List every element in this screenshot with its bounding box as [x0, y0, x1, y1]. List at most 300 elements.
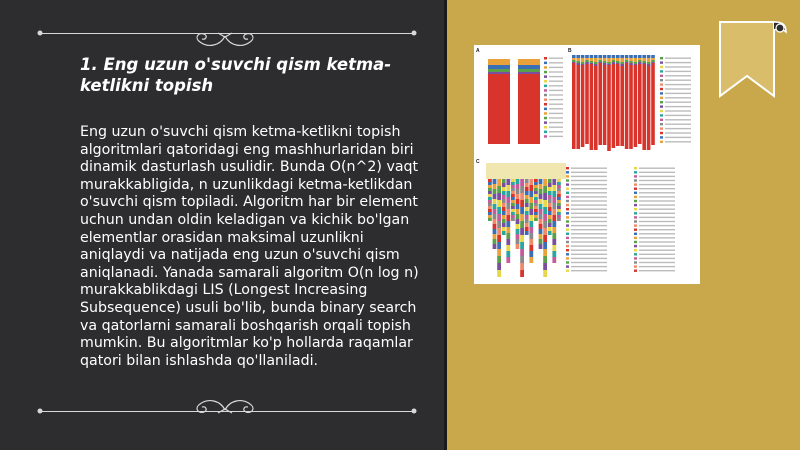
panel-c-legend-swatch: [566, 200, 569, 202]
panel-c-bar-segment: [548, 231, 552, 235]
bottom-rule-right-dot: [410, 407, 418, 415]
panel-c-legend-text: [571, 184, 607, 185]
panel-b-legend-swatch: [660, 75, 663, 77]
panel-c-bar-segment: [493, 199, 497, 204]
panel-b-bar-segment: [629, 61, 633, 63]
panel-c-bar-segment: [557, 185, 561, 188]
panel-c-bar-segment: [511, 179, 515, 182]
panel-a-bar-segment: [488, 59, 510, 65]
panel-b-bar-segment: [629, 55, 633, 58]
panel-c-legend-swatch: [566, 253, 569, 255]
panel-a-legend-text: [549, 90, 563, 91]
panel-b-bar-segment: [616, 63, 620, 64]
panel-c-legend-swatch: [566, 229, 569, 231]
panel-b-bar-segment: [616, 64, 620, 146]
panel-c-bar-segment: [543, 221, 547, 228]
panel-c-legend-swatch: [634, 261, 637, 263]
panel-c-legend-swatch: [634, 188, 637, 190]
panel-c-bar-segment: [525, 195, 529, 199]
panel-b-legend-text: [665, 93, 691, 94]
panel-c-legend-swatch: [634, 249, 637, 251]
panel-a-legend-text: [549, 136, 563, 137]
panel-c-bar-segment: [557, 191, 561, 194]
panel-c-legend-swatch: [634, 270, 637, 272]
panel-b-bar-segment: [647, 58, 651, 62]
panel-c-bar-segment: [534, 179, 538, 182]
panel-c-bar-segment: [534, 218, 538, 221]
panel-c-legend-swatch: [634, 245, 637, 247]
panel-c-bar-segment: [548, 211, 552, 215]
top-rule-left-dot: [36, 29, 44, 37]
panel-c-bar-segment: [516, 209, 520, 214]
panel-c-bar-segment: [548, 191, 552, 195]
panel-c-bar-segment: [516, 244, 520, 249]
panel-c-bar-segment: [511, 209, 515, 212]
panel-c-bar-segment: [543, 263, 547, 270]
bookmark-icon: [716, 16, 796, 102]
panel-c-legend-swatch: [634, 200, 637, 202]
slide-body-text: Eng uzun o'suvchi qism ketma-ketlikni topish algoritmlari qatoridagi eng mashhurlaridan biri dinamik dasturlash usulidir. Bunda O(n^2) vaqt murakkabligida, n uzunlikdagi ketma-ketlikdan o'suvchi qism topiladi. Algoritm har bir element uchun undan oldin keladigan va kichik bo'lgan elementlar orasidan maksimal uzunlikni aniqlaydi va natijada eng uzun o'suvchi qism aniqlanadi. Yanada samarali algoritm O(n log n) murakkablikdagi LIS (Longest Increasing Subsequence) usuli bo'lib, bunda binary search va qatorlarni samarali boshqarish orqali topish mumkin. Bu algoritmlar ko'p hollarda raqamlar qatori bilan ishlashda qo'llaniladi.: [80, 124, 419, 369]
panel-c-bar-segment: [525, 219, 529, 223]
panel-c-legend-swatch: [566, 171, 569, 173]
panel-b-bar-segment: [612, 60, 616, 62]
panel-c-bar-segment: [525, 191, 529, 195]
panel-b-bar-segment: [607, 64, 611, 65]
panel-c-bar-segment: [502, 215, 506, 219]
panel-c-bar-segment: [557, 194, 561, 197]
panel-c-legend-swatch: [566, 183, 569, 185]
panel-c-legend-swatch: [634, 212, 637, 214]
panel-c-bar-segment: [539, 224, 543, 229]
panel-c-legend-swatch: [566, 175, 569, 177]
panel-c-bar-segment: [516, 214, 520, 219]
panel-c-legend-text: [571, 250, 607, 251]
panel-b-bar-segment: [616, 61, 620, 63]
panel-c-bar-segment: [506, 239, 510, 245]
panel-c-legend-text: [571, 209, 607, 210]
panel-a-legend-text: [549, 76, 563, 77]
panel-a-legend-swatch: [544, 66, 547, 69]
panel-c-legend-text: [571, 168, 607, 169]
panel-b-bar-segment: [581, 65, 585, 147]
panel-c-bar-segment: [506, 221, 510, 227]
panel-c-legend-text: [639, 237, 675, 238]
panel-b-legend-text: [665, 137, 691, 138]
panel-c-legend-text: [571, 196, 607, 197]
panel-c-bar-segment: [497, 179, 501, 186]
panel-b-legend-text: [665, 62, 691, 63]
panel-c-bar-segment: [552, 191, 556, 197]
panel-c-bar-segment: [552, 203, 556, 209]
panel-c-bar-segment: [497, 214, 501, 221]
panel-b-bar-segment: [576, 58, 580, 61]
panel-b-bar-segment: [598, 62, 602, 63]
panel-c-bar-segment: [557, 197, 561, 200]
panel-b-bar-segment: [629, 65, 633, 149]
panel-c-legend-swatch: [566, 196, 569, 198]
panel-c-bar-segment: [534, 194, 538, 197]
panel-b-bar-segment: [572, 62, 576, 63]
panel-c-legend-swatch: [634, 171, 637, 173]
panel-c-bar-segment: [548, 195, 552, 199]
panel-a-legend-swatch: [544, 62, 547, 65]
panel-b-bar-segment: [594, 62, 598, 64]
panel-c-bar-segment: [488, 212, 492, 215]
panel-c-bar-segment: [511, 203, 515, 206]
panel-a-legend-swatch: [544, 80, 547, 83]
panel-c-legend-swatch: [566, 220, 569, 222]
panel-b-bar-segment: [590, 55, 594, 58]
panel-b-bar-segment: [590, 58, 594, 61]
panel-c-bar-segment: [520, 179, 524, 186]
panel-c-legend-text: [639, 241, 675, 242]
panel-c-legend-text: [639, 200, 675, 201]
panel-c-bar-segment: [543, 214, 547, 221]
panel-c-legend-text: [571, 258, 607, 259]
panel-c-bar-segment: [493, 189, 497, 194]
panel-b-legend-text: [665, 84, 691, 85]
panel-b-bar-segment: [594, 58, 598, 62]
panel-c-bar-segment: [502, 191, 506, 195]
panel-c-bar-segment: [511, 200, 515, 203]
panel-b-legend-swatch: [660, 97, 663, 99]
panel-c-legend-text: [639, 266, 675, 267]
panel-a-legend-text: [549, 67, 563, 68]
panel-c-bar-segment: [520, 256, 524, 263]
panel-c-bar-segment: [516, 219, 520, 224]
panel-c-bar-segment: [506, 203, 510, 209]
panel-c-bar-segment: [493, 229, 497, 234]
panel-b-legend-swatch: [660, 136, 663, 138]
panel-c-legend-text: [639, 217, 675, 218]
panel-b-bar-segment: [594, 64, 598, 66]
panel-c-bar-segment: [502, 183, 506, 187]
panel-c-bar-segment: [539, 189, 543, 194]
panel-b-bar-segment: [590, 63, 594, 64]
panel-c-legend-text: [571, 270, 607, 271]
panel-c-bar-segment: [516, 189, 520, 194]
panel-c-legend-swatch: [566, 261, 569, 263]
panel-c-bar-segment: [520, 207, 524, 214]
panel-b-bar-segment: [638, 60, 642, 62]
panel-b-bar-segment: [607, 65, 611, 151]
panel-b-bar-segment: [572, 63, 576, 149]
panel-c-bar-segment: [488, 185, 492, 188]
panel-a-legend-swatch: [544, 85, 547, 88]
panel-c-legend-text: [639, 262, 675, 263]
panel-b-bar-segment: [598, 55, 602, 58]
panel-c-legend-text: [639, 270, 675, 271]
panel-b-legend-swatch: [660, 70, 663, 72]
panel-c-legend-text: [639, 250, 675, 251]
panel-c-bar-segment: [529, 191, 533, 197]
panel-c-bar-segment: [539, 229, 543, 234]
panel-c-legend-swatch: [634, 237, 637, 239]
panel-c-bar-segment: [552, 215, 556, 221]
panel-a-legend-swatch: [544, 112, 547, 115]
panel-c-legend-text: [639, 245, 675, 246]
panel-b-legend-text: [665, 124, 691, 125]
panel-c-bar-segment: [497, 256, 501, 263]
panel-a-legend-swatch: [544, 135, 547, 138]
panel-c-legend-swatch: [634, 216, 637, 218]
panel-c-bar-segment: [488, 218, 492, 221]
panel-c-bar-segment: [557, 200, 561, 203]
panel-c-bar-segment: [488, 215, 492, 218]
panel-a-legend-text: [549, 131, 563, 132]
panel-a-bar-segment: [518, 72, 540, 74]
panel-b-bar-segment: [603, 58, 607, 61]
panel-b-bar-segment: [572, 55, 576, 58]
panel-c-bar-segment: [539, 204, 543, 209]
panel-b-bar-segment: [647, 55, 651, 58]
panel-c-bar-segment: [525, 211, 529, 215]
panel-c-bar-segment: [493, 179, 497, 184]
top-rule-right-dot: [410, 29, 418, 37]
panel-b-bar-segment: [598, 63, 602, 145]
panel-c-bar-segment: [529, 251, 533, 257]
panel-c-legend-text: [639, 225, 675, 226]
panel-c-bar-segment: [548, 207, 552, 211]
panel-c-legend-swatch: [634, 233, 637, 235]
panel-b-bar-segment: [594, 55, 598, 58]
panel-c-legend-text: [639, 180, 675, 181]
panel-c-bar-segment: [506, 197, 510, 203]
panel-b-bar-segment: [581, 62, 585, 64]
panel-c-bar-segment: [534, 215, 538, 218]
panel-a-legend-text: [549, 108, 563, 109]
panel-c-bar-segment: [534, 188, 538, 191]
panel-a-legend-swatch: [544, 126, 547, 129]
panel-c-legend-swatch: [566, 167, 569, 169]
panel-c-bar-segment: [488, 197, 492, 200]
panel-b-legend-swatch: [660, 119, 663, 121]
panel-c-bar-segment: [488, 194, 492, 197]
panel-c-bar-segment: [529, 215, 533, 221]
panel-c-bar-segment: [520, 200, 524, 207]
panel-b-bar-segment: [620, 55, 624, 58]
panel-c-legend-swatch: [566, 265, 569, 267]
panel-b-bar-segment: [625, 63, 629, 149]
panel-c-bar-segment: [516, 179, 520, 184]
panel-a-legend-swatch: [544, 117, 547, 120]
bottom-flourish-icon: [190, 394, 260, 418]
panel-c-legend-text: [571, 225, 607, 226]
panel-c-header-band: [486, 163, 566, 179]
panel-b-bar-segment: [607, 62, 611, 64]
panel-b-bar-segment: [581, 58, 585, 62]
panel-c-bar-segment: [488, 200, 492, 203]
panel-c-bar-segment: [511, 182, 515, 185]
panel-c-bar-segment: [552, 221, 556, 227]
panel-a-bar-segment: [518, 74, 540, 144]
panel-b-bar-segment: [572, 58, 576, 60]
panel-c-bar-segment: [534, 185, 538, 188]
panel-b-bar-segment: [612, 55, 616, 58]
panel-b-bar-segment: [612, 62, 616, 64]
panel-c-bar-segment: [525, 203, 529, 207]
panel-c-legend-text: [639, 176, 675, 177]
panel-c-bar-segment: [502, 187, 506, 191]
panel-b-bar-segment: [576, 63, 580, 65]
panel-c-legend-swatch: [634, 220, 637, 222]
panel-c-legend-swatch: [634, 224, 637, 226]
panel-c-bar-segment: [552, 185, 556, 191]
panel-c-legend-text: [571, 221, 607, 222]
panel-c-bar-segment: [493, 194, 497, 199]
panel-c-legend-text: [571, 200, 607, 201]
panel-b-bar-segment: [581, 55, 585, 58]
panel-c-bar-segment: [543, 249, 547, 256]
panel-c-bar-segment: [511, 191, 515, 194]
panel-a-legend-swatch: [544, 98, 547, 101]
panel-c-legend-text: [571, 192, 607, 193]
panel-c-legend-text: [639, 204, 675, 205]
panel-c-legend-swatch: [566, 212, 569, 214]
panel-c-bar-segment: [529, 257, 533, 263]
panel-a-legend-text: [549, 104, 563, 105]
panel-b-bar-segment: [576, 61, 580, 63]
panel-c-legend-text: [571, 217, 607, 218]
panel-c-bar-segment: [539, 239, 543, 244]
panel-b-bar-segment: [603, 65, 607, 145]
panel-c-legend-text: [639, 192, 675, 193]
panel-c-legend-swatch: [634, 196, 637, 198]
panel-c-bar-segment: [520, 214, 524, 221]
panel-b-legend-text: [665, 58, 691, 59]
panel-c-legend-swatch: [566, 237, 569, 239]
panel-b-legend-swatch: [660, 123, 663, 125]
panel-c-bar-segment: [534, 182, 538, 185]
panel-c-bar-segment: [557, 203, 561, 206]
panel-a-legend-text: [549, 85, 563, 86]
panel-c-bar-segment: [543, 179, 547, 186]
stacked-bar-figure: [474, 45, 700, 284]
panel-c-bar-segment: [539, 244, 543, 249]
panel-c-legend-swatch: [566, 224, 569, 226]
panel-c-bar-segment: [520, 193, 524, 200]
panel-c-bar-segment: [502, 207, 506, 211]
panel-b-legend-text: [665, 106, 691, 107]
panel-c-bar-segment: [557, 182, 561, 185]
panel-b-legend-text: [665, 88, 691, 89]
panel-b-legend-swatch: [660, 88, 663, 90]
panel-c-bar-segment: [511, 188, 515, 191]
panel-a-legend-text: [549, 122, 563, 123]
panel-c-bar-segment: [502, 195, 506, 199]
panel-c-legend-swatch: [566, 204, 569, 206]
panel-c-bar-segment: [543, 200, 547, 207]
panel-c-bar-segment: [525, 199, 529, 203]
panel-b-bar-segment: [620, 58, 624, 62]
panel-c-bar-segment: [502, 227, 506, 231]
panel-c-bar-segment: [539, 219, 543, 224]
panel-c-bar-segment: [511, 194, 515, 197]
panel-a-bar-segment: [488, 65, 510, 69]
panel-c-bar-segment: [502, 231, 506, 235]
panel-b-bar-segment: [581, 64, 585, 65]
panel-c-bar-segment: [548, 223, 552, 227]
panel-c-bar-segment: [511, 218, 515, 221]
panel-b-bar-segment: [638, 64, 642, 144]
panel-c-bar-segment: [539, 194, 543, 199]
panel-b-bar-segment: [585, 58, 589, 60]
panel-c-bar-segment: [534, 203, 538, 206]
panel-b-bar-segment: [651, 62, 655, 63]
panel-b-bar-segment: [651, 58, 655, 60]
panel-c-bar-segment: [543, 193, 547, 200]
panel-c-bar-segment: [525, 231, 529, 235]
panel-c-bar-segment: [493, 204, 497, 209]
panel-b-bar-segment: [607, 58, 611, 62]
panel-b-bar-segment: [634, 64, 638, 65]
panel-a-legend-text: [549, 127, 563, 128]
panel-c-legend-text: [639, 221, 675, 222]
panel-c-bar-segment: [534, 212, 538, 215]
panel-c-bar-segment: [552, 251, 556, 257]
panel-b-bar-segment: [647, 64, 651, 66]
panel-b-legend-text: [665, 102, 691, 103]
panel-c-legend-text: [571, 213, 607, 214]
panel-c-bar-segment: [543, 256, 547, 263]
panel-c-bar-segment: [520, 242, 524, 249]
panel-a-legend-swatch: [544, 75, 547, 78]
panel-c-bar-segment: [548, 183, 552, 187]
panel-c-bar-segment: [539, 199, 543, 204]
panel-b-bar-segment: [634, 58, 638, 62]
panel-c-bar-segment: [529, 221, 533, 227]
panel-c-legend-swatch: [566, 208, 569, 210]
panel-c-bar-segment: [497, 186, 501, 193]
panel-c-bar-segment: [502, 211, 506, 215]
panel-c-legend-text: [571, 204, 607, 205]
panel-c-bar-segment: [506, 245, 510, 251]
panel-c-bar-segment: [529, 203, 533, 209]
panel-b-bar-segment: [634, 62, 638, 64]
panel-c-bar-segment: [529, 179, 533, 185]
panel-c-bar-segment: [488, 188, 492, 191]
panel-c-bar-segment: [502, 203, 506, 207]
panel-c-bar-segment: [534, 197, 538, 200]
panel-b-bar-segment: [647, 66, 651, 150]
panel-b-bar-segment: [642, 55, 646, 58]
bottom-rule-left-dot: [36, 407, 44, 415]
panel-c-legend-swatch: [566, 249, 569, 251]
panel-c-bar-segment: [543, 186, 547, 193]
panel-c-bar-segment: [529, 239, 533, 245]
panel-c-bar-segment: [529, 245, 533, 251]
top-flourish-icon: [190, 28, 260, 52]
panel-c-legend-text: [571, 237, 607, 238]
panel-c-bar-segment: [516, 229, 520, 234]
panel-label-a: A: [476, 48, 480, 54]
panel-divider: [444, 0, 447, 450]
panel-c-legend-swatch: [634, 167, 637, 169]
panel-c-bar-segment: [488, 191, 492, 194]
panel-c-legend-text: [639, 229, 675, 230]
panel-c-bar-segment: [520, 186, 524, 193]
panel-c-legend-swatch: [634, 183, 637, 185]
panel-b-legend-swatch: [660, 141, 663, 143]
panel-c-bar-segment: [511, 212, 515, 215]
panel-c-bar-segment: [557, 212, 561, 215]
panel-a-bar-segment: [488, 69, 510, 72]
figure-image: [474, 45, 700, 284]
panel-a-bar-segment: [518, 65, 540, 69]
panel-c-bar-segment: [497, 235, 501, 242]
panel-c-legend-text: [639, 172, 675, 173]
panel-b-bar-segment: [594, 66, 598, 150]
